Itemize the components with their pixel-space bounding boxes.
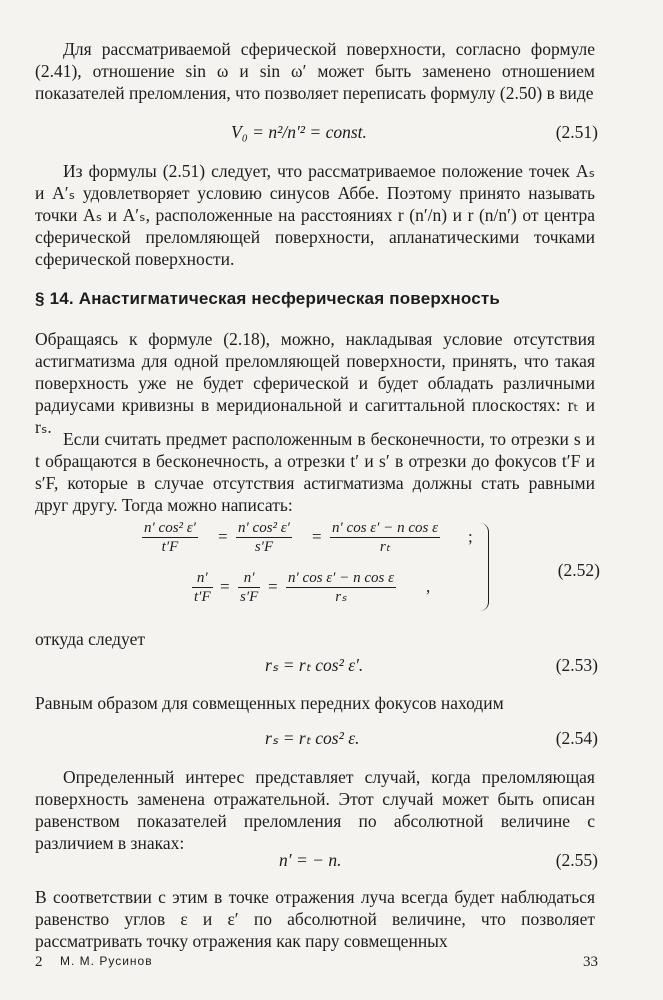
paragraph-aplanatic: Из формулы (2.51) следует, что рассматриваемое положение точек Aₛ и A′ₛ удовлетворяет условию синусов Аббе. Поэтому принято называть точки Aₛ и A′ₛ, расположенные на расстояниях r (n′/n) и r (n/n′) от центра сферической преломляющей поверхности, апланатическими точками сферической поверхности.	[35, 161, 595, 269]
equation-2-54	[35, 728, 598, 752]
fraction-denominator: t′F	[142, 537, 198, 556]
paragraph-infinity: Если считать предмет расположенным в бесконечности, то отрезки s и t обращаются в бесконечность, а отрезки t′ и s′ в отрезки до фокусов t′F и s′F, которые в случае отсутствия астигматизма должны стать равными друг другу. Тогда можно написать:	[35, 429, 595, 515]
signature-number: 2	[35, 954, 43, 970]
paragraph-front-foci: Равным образом для совмещенных передних фокусов находим	[35, 693, 504, 713]
fraction	[330, 519, 440, 556]
fraction-denominator: s′F	[240, 589, 259, 605]
equation-2-51	[35, 122, 598, 146]
right-brace	[480, 523, 489, 611]
paragraph-reflection-point: В соответствии с этим в точке отражения луча всегда будет наблюдаться равенство углов ε и ε′ по абсолютной величине, что позволяет рассматривать точку отражения как пару совмещенных	[35, 887, 595, 951]
equals-sign: =	[268, 577, 278, 596]
fraction-numerator: n′ cos² ε′	[238, 520, 290, 536]
equation-2-53-formula: rₛ = rₜ cos² ε′.	[265, 655, 364, 675]
equals-sign: =	[220, 577, 230, 596]
fraction-denominator: rₛ	[286, 587, 396, 606]
equation-2-51-formula: V₀ = n²/n′² = const.	[231, 122, 367, 142]
equals-sign: =	[312, 527, 322, 546]
equation-2-54-formula: rₛ = rₜ cos² ε.	[265, 728, 360, 748]
paragraph-intro: Для рассматриваемой сферической поверхности, согласно формуле (2.41), отношение sin ω и sin ω′ может быть заменено отношением показателей преломления, что позволяет переписать формулу (2.50) в виде	[35, 39, 595, 103]
fraction	[142, 519, 198, 556]
equation-terminator: ,	[426, 577, 431, 596]
page-number: 33	[583, 954, 598, 970]
equation-2-51-number: (2.51)	[555, 122, 598, 142]
fraction-numerator: n′ cos ε′ − n cos ε	[288, 570, 394, 586]
fraction-numerator: n′ cos ε′ − n cos ε	[332, 520, 438, 536]
fraction-denominator: t′F	[194, 589, 211, 605]
equation-2-55	[35, 850, 598, 874]
paragraph-hence: откуда следует	[35, 629, 145, 649]
equation-2-53-number: (2.53)	[555, 655, 598, 675]
section-heading: § 14. Анастигматическая несферическая поверхность	[35, 289, 501, 308]
fraction-numerator: n′	[243, 570, 255, 586]
fraction	[238, 569, 260, 606]
equation-2-52	[140, 515, 600, 615]
equation-2-54-number: (2.54)	[555, 728, 598, 748]
signature-text: М. М. Русинов	[60, 954, 153, 968]
fraction-denominator: rₜ	[330, 537, 440, 556]
equation-2-52-number: (2.52)	[557, 560, 600, 580]
equation-2-53	[35, 655, 598, 679]
equation-2-55-formula: n′ = − n.	[279, 850, 342, 870]
fraction	[192, 569, 213, 606]
paragraph-reflective: Определенный интерес представляет случай, когда преломляющая поверхность заменена отражательной. Этот случай может быть описан равенством показателей преломления по абсолютной величине с различием в знаках:	[35, 767, 595, 853]
fraction	[286, 569, 396, 606]
equals-sign: =	[218, 527, 228, 546]
fraction	[236, 519, 292, 556]
fraction-denominator: s′F	[236, 537, 292, 556]
fraction-numerator: n′ cos² ε′	[144, 520, 196, 536]
paragraph-astigmatism: Обращаясь к формуле (2.18), можно, накладывая условие отсутствия астигматизма для одной преломляющей поверхности, принять, что такая поверхность уже не будет сферической и будет обладать различными радиусами кривизны в меридиональной и сагиттальной плоскостях: rₜ и rₛ.	[35, 329, 595, 437]
equation-2-55-number: (2.55)	[555, 850, 598, 870]
fraction-numerator: n′	[196, 570, 208, 586]
equation-terminator: ;	[468, 527, 473, 546]
